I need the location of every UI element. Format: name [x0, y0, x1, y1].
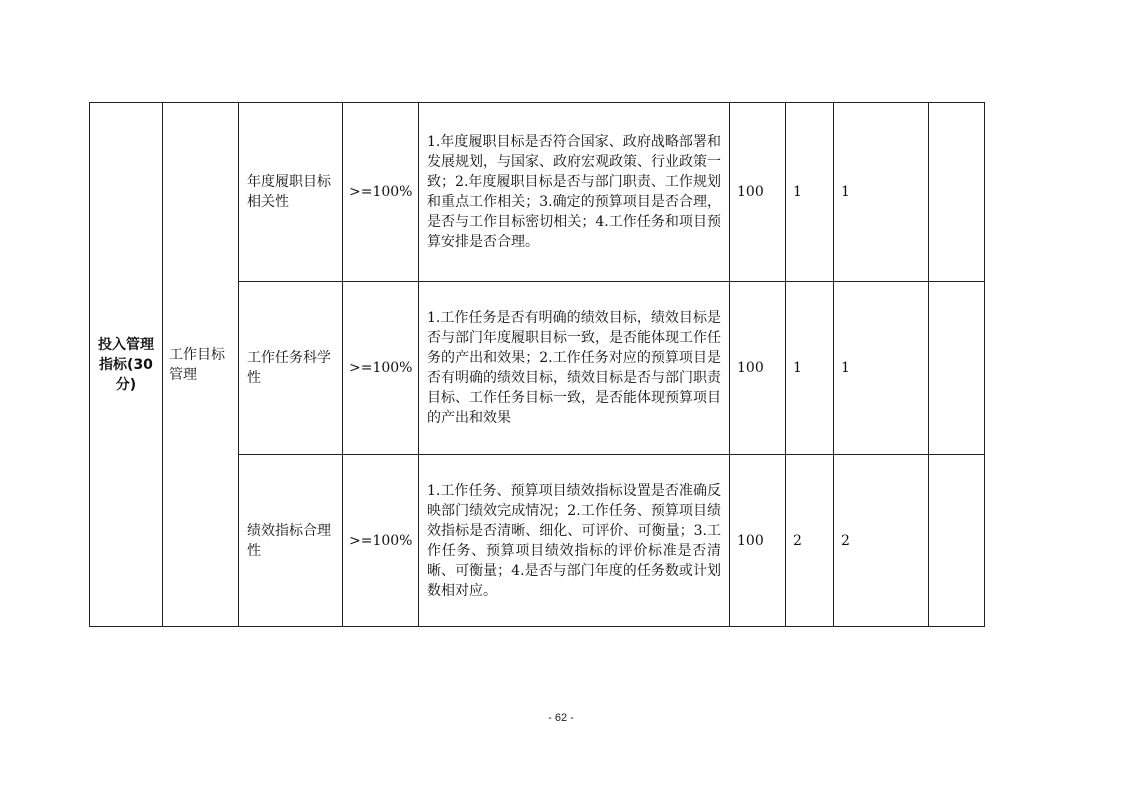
criteria-cell: 1.工作任务是否有明确的绩效目标，绩效目标是否与部门年度履职目标一致，是否能体现工作任务的产出和效果；2.工作任务对应的预算项目是否有明确的绩效目标，绩效目标是否与部门职责目标、工作任务目标一致，是否能体现预算项目的产出和效果 [419, 282, 730, 455]
performance-indicator-table [89, 102, 985, 627]
page-number: - 62 - [548, 712, 574, 724]
table-row [90, 103, 985, 282]
value-cell-c: 1 [834, 282, 929, 455]
indicator-name-cell: 绩效指标合理性 [239, 455, 343, 627]
indicator-name-cell: 年度履职目标相关性 [239, 103, 343, 282]
target-value-cell: >=100% [343, 103, 419, 282]
criteria-cell: 1.年度履职目标是否符合国家、政府战略部署和发展规划，与国家、政府宏观政策、行业政策一致；2.年度履职目标是否与部门职责、工作规划和重点工作相关；3.确定的预算项目是否合理，是否与工作目标密切相关；4.工作任务和项目预算安排是否合理。 [419, 103, 730, 282]
level1-indicator-cell: 投入管理指标(30 分) [90, 103, 163, 627]
value-cell-c: 2 [834, 455, 929, 627]
target-value-cell: >=100% [343, 455, 419, 627]
value-cell-d [929, 103, 985, 282]
value-cell-c: 1 [834, 103, 929, 282]
value-cell-a: 100 [730, 282, 786, 455]
value-cell-a: 100 [730, 455, 786, 627]
criteria-cell: 1.工作任务、预算项目绩效指标设置是否准确反映部门绩效完成情况；2.工作任务、预算项目绩效指标是否清晰、细化、可评价、可衡量；3.工作任务、预算项目绩效指标的评价标准是否清晰、可衡量；4.是否与部门年度的任务数或计划数相对应。 [419, 455, 730, 627]
value-cell-b: 2 [786, 455, 834, 627]
value-cell-d [929, 455, 985, 627]
target-value-cell: >=100% [343, 282, 419, 455]
value-cell-d [929, 282, 985, 455]
indicator-name-cell: 工作任务科学性 [239, 282, 343, 455]
value-cell-b: 1 [786, 103, 834, 282]
value-cell-b: 1 [786, 282, 834, 455]
level2-indicator-cell: 工作目标管理 [163, 103, 239, 627]
value-cell-a: 100 [730, 103, 786, 282]
